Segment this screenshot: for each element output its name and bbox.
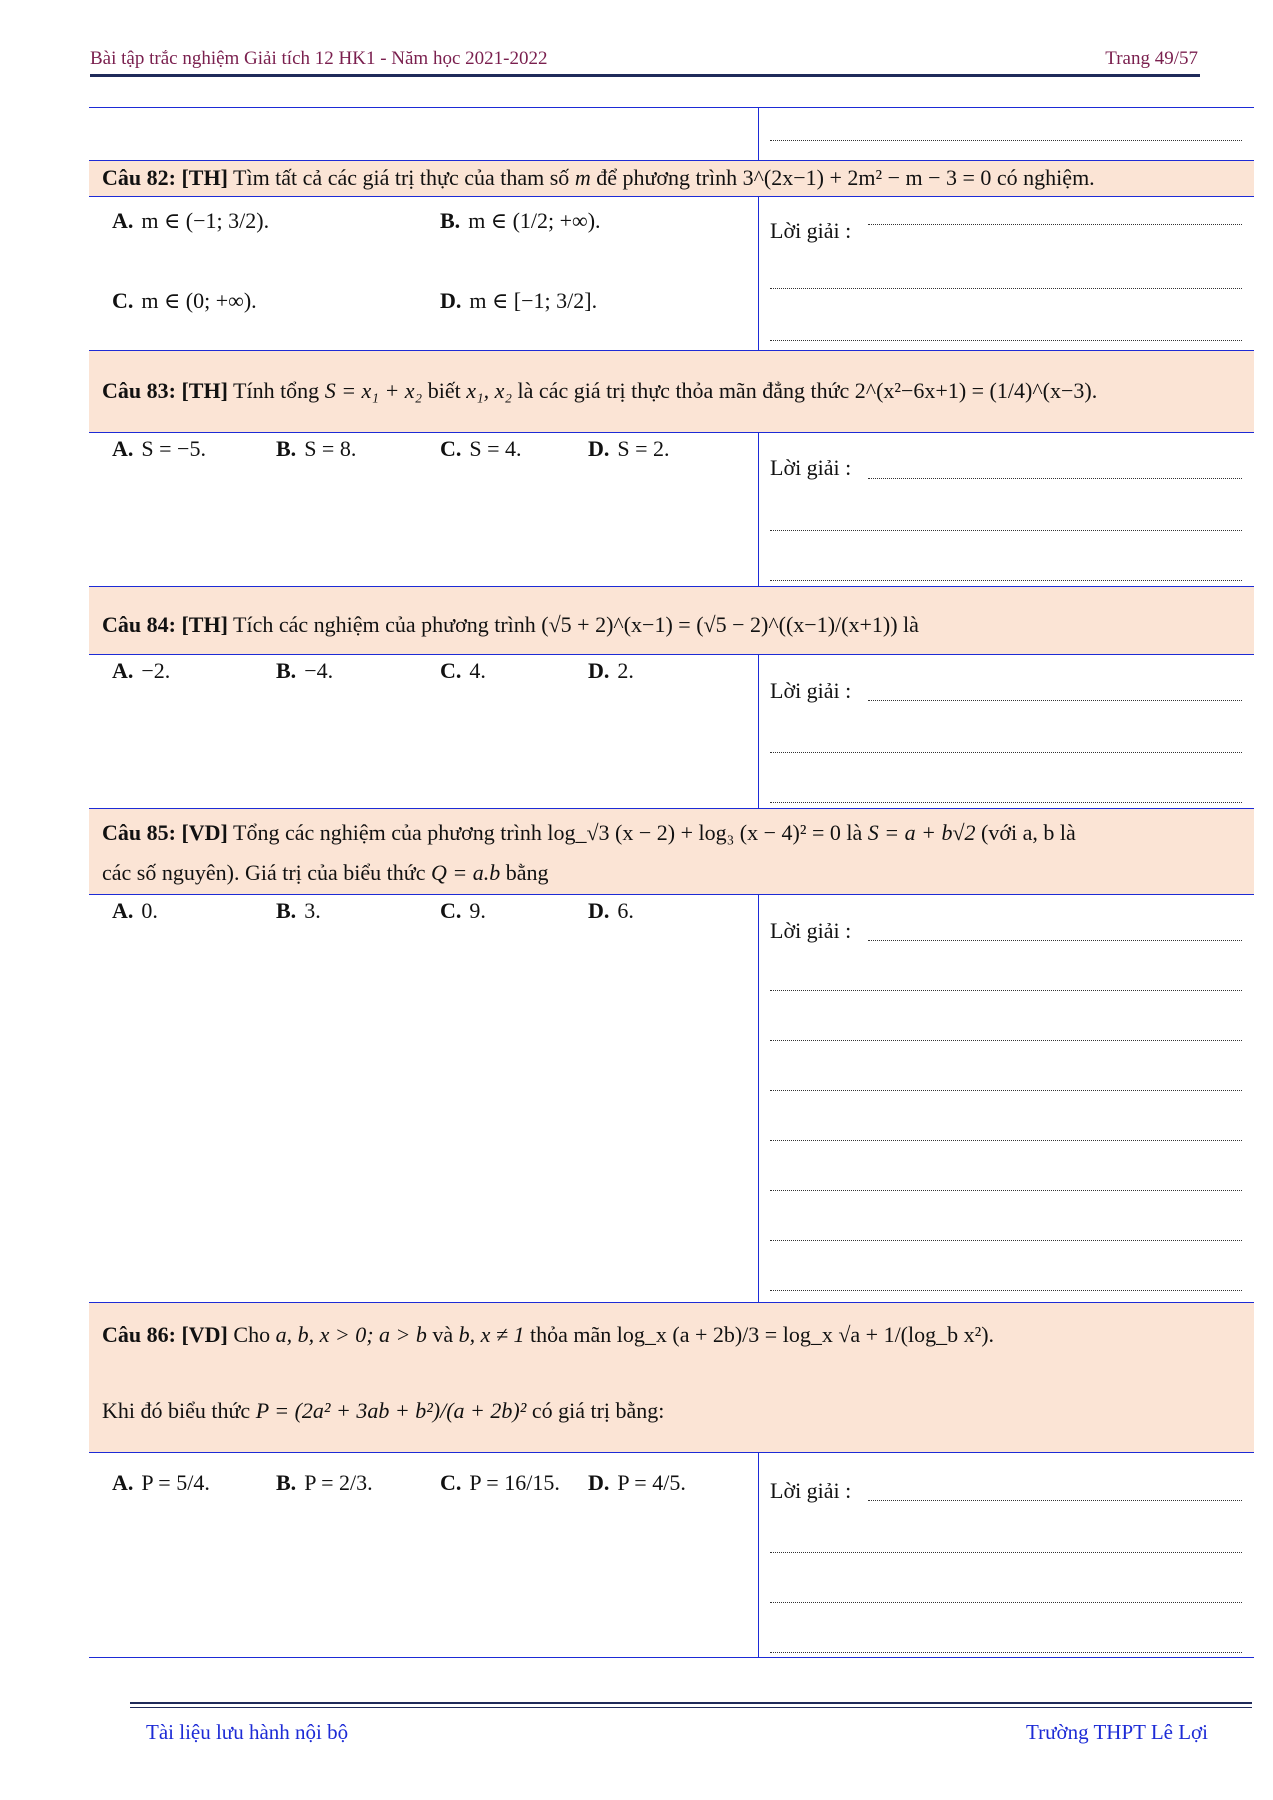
question-83-option-a[interactable]: A. S = −5. <box>112 436 206 461</box>
question-85-stem: Câu 85: [VD] Tổng các nghiệm của phương trình log_√3 (x − 2) + log₃ (x − 4)² = 0 là S = a + b√2 (với a, b là <box>102 820 1076 845</box>
question-86-option-d[interactable]: D. P = 4/5. <box>588 1470 686 1495</box>
question-82-equation: 3^(2x−1) + 2m² − m − 3 = 0 <box>742 165 992 190</box>
question-85-option-b[interactable]: B. 3. <box>276 898 321 923</box>
question-83-option-b[interactable]: B. S = 8. <box>276 436 357 461</box>
question-82-option-d[interactable]: D. m ∈ [−1; 3/2]. <box>440 288 598 313</box>
header-rule <box>90 74 1200 77</box>
question-84-stem: Câu 84: [TH] Tích các nghiệm của phương trình (√5 + 2)^(x−1) = (√5 − 2)^((x−1)/(x+1)) là <box>102 612 919 637</box>
question-85-stem-line2: các số nguyên). Giá trị của biểu thức Q = a.b bằng <box>102 860 549 885</box>
question-86-option-a[interactable]: A. P = 5/4. <box>112 1470 210 1495</box>
footer-right: Trường THPT Lê Lợi <box>1026 1720 1208 1744</box>
answer-line <box>868 940 1242 941</box>
footer-rule <box>130 1707 1252 1708</box>
answer-line <box>770 1190 1242 1191</box>
question-86-expression: P = (2a² + 3ab + b²)/(a + 2b)² <box>255 1398 527 1423</box>
table-bottom-border <box>89 1657 1254 1658</box>
question-86-option-b[interactable]: B. P = 2/3. <box>276 1470 373 1495</box>
answer-line <box>868 478 1242 479</box>
question-83-option-c[interactable]: C. S = 4. <box>440 436 522 461</box>
question-86-equation: log_x (a + 2b)/3 = log_x √a + 1/(log_b x²). <box>616 1322 995 1347</box>
question-85-option-d[interactable]: D. 6. <box>588 898 634 923</box>
solution-label: Lời giải : <box>770 918 852 943</box>
question-83-stem: Câu 83: [TH] Tính tổng S = x₁ + x₂ biết x₁, x₂ là các giá trị thực thỏa mãn đẳng thức 2^(x²−6x+1) = (1/4)^(x−3). <box>102 378 1098 403</box>
question-82-stem: Câu 82: [TH] Tìm tất cả các giá trị thực của tham số m để phương trình 3^(2x−1) + 2m² − m − 3 = 0 có nghiệm. <box>102 165 1095 190</box>
question-84-option-a[interactable]: A. −2. <box>112 658 171 683</box>
question-85-option-a[interactable]: A. 0. <box>112 898 158 923</box>
question-85-equation: log_√3 (x − 2) + log₃ (x − 4)² = 0 <box>547 820 841 845</box>
answer-line <box>868 700 1242 701</box>
question-86-stem: Câu 86: [VD] Cho a, b, x > 0; a > b và b, x ≠ 1 thỏa mãn log_x (a + 2b)/3 = log_x √a + 1/(log_b x²). <box>102 1322 995 1347</box>
question-84-option-c[interactable]: C. 4. <box>440 658 486 683</box>
solution-label: Lời giải : <box>770 678 852 703</box>
page-number: Trang 49/57 <box>1105 48 1198 69</box>
solution-label: Lời giải : <box>770 455 852 480</box>
answer-line <box>770 580 1242 581</box>
row-divider <box>89 107 1254 108</box>
question-82-option-c[interactable]: C. m ∈ (0; +∞). <box>112 288 257 313</box>
header-title: Bài tập trắc nghiệm Giải tích 12 HK1 - Năm học 2021-2022 <box>90 48 548 69</box>
answer-line <box>770 1090 1242 1091</box>
question-83-equation: 2^(x²−6x+1) = (1/4)^(x−3). <box>854 378 1098 403</box>
question-84-equation: (√5 + 2)^(x−1) = (√5 − 2)^((x−1)/(x+1)) <box>541 612 898 637</box>
question-82-option-b[interactable]: B. m ∈ (1/2; +∞). <box>440 208 601 233</box>
question-86-option-c[interactable]: C. P = 16/15. <box>440 1470 560 1495</box>
answer-line <box>770 752 1242 753</box>
answer-line <box>868 1500 1242 1501</box>
answer-line <box>770 990 1242 991</box>
answer-line <box>770 1552 1242 1553</box>
answer-line <box>770 1140 1242 1141</box>
answer-line <box>770 1290 1242 1291</box>
footer-left: Tài liệu lưu hành nội bộ <box>146 1720 349 1744</box>
answer-line <box>770 340 1242 341</box>
question-86-stem-line2: Khi đó biểu thức P = (2a² + 3ab + b²)/(a + 2b)² có giá trị bằng: <box>102 1398 665 1423</box>
question-83-option-d[interactable]: D. S = 2. <box>588 436 670 461</box>
answer-line <box>770 1240 1242 1241</box>
solution-label: Lời giải : <box>770 218 852 243</box>
answer-line <box>770 1652 1242 1653</box>
answer-line <box>770 1040 1242 1041</box>
solution-label: Lời giải : <box>770 1478 852 1503</box>
answer-line <box>868 224 1242 225</box>
answer-line <box>770 530 1242 531</box>
question-85-option-c[interactable]: C. 9. <box>440 898 486 923</box>
question-82-option-a[interactable]: A. m ∈ (−1; 3/2). <box>112 208 270 233</box>
question-84-option-b[interactable]: B. −4. <box>276 658 334 683</box>
answer-line <box>770 802 1242 803</box>
answer-line <box>770 140 1242 141</box>
answer-line <box>770 288 1242 289</box>
footer-rule <box>130 1702 1252 1704</box>
answer-line <box>770 1602 1242 1603</box>
question-84-option-d[interactable]: D. 2. <box>588 658 634 683</box>
